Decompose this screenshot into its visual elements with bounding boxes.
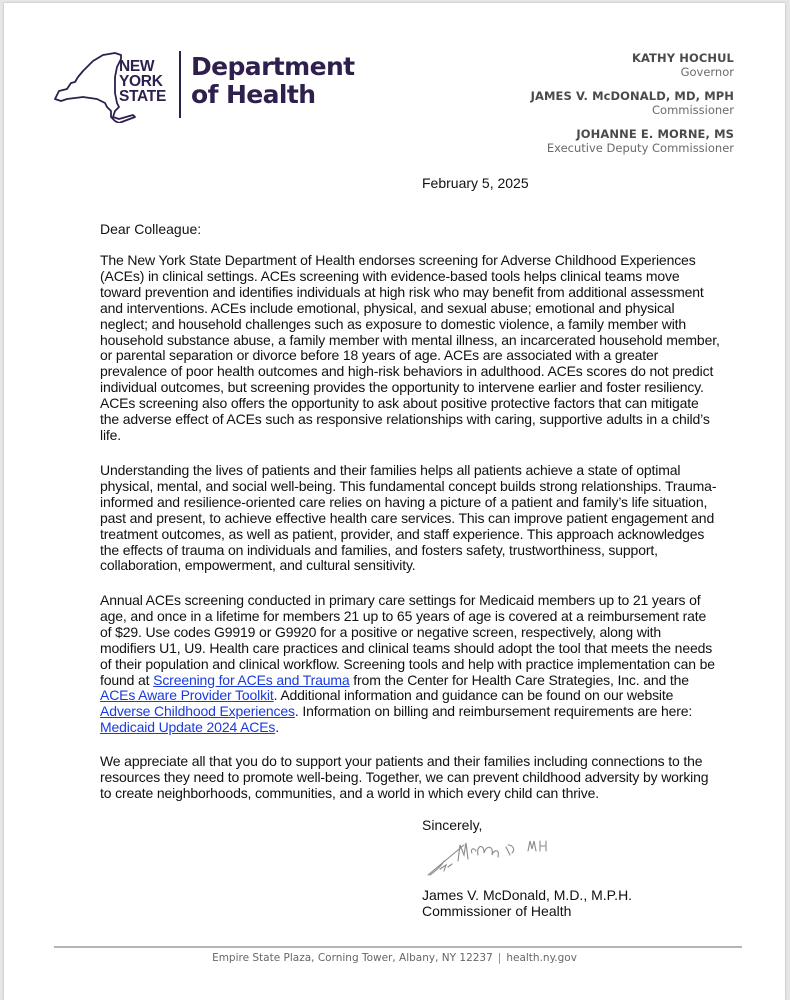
closing: Sincerely, [422,817,483,833]
official-name: KATHY HOCHUL [631,51,734,65]
paragraph-3-text: Annual ACEs screening conducted in primary care settings for Medicaid members up to 21 years of age, and once in a lifetime for members 21 up to 65 years of age is covered at a reimbursement rate of $29. Use codes G9919 or G9920 for a positive or negative screen, respectively, along with modifiers U1, U9. Health care practices and clinical teams should adopt the tool that meets the needs of their population and clinical workflow. Screening tools and help with practice implementation can be found at [100,592,715,688]
handwritten-signature-icon [424,831,564,881]
footer-divider [54,946,742,948]
nys-line-1: NEW [119,58,155,75]
salutation: Dear Colleague: [100,221,202,237]
logo-divider [179,51,181,118]
department-line-1: Department [191,52,355,81]
footer-website: health.ny.gov [506,952,577,964]
paragraph-2: Understanding the lives of patients and their families helps all patients achieve a state of optimal physical, mental, and social well-being. This fundamental concept builds strong relationships. Trauma-informed and resilience-oriented care relies on having a picture of a patient and family’s life situation, past and present, to achieve effective health care services. This can improve patient engagement and treatment outcomes, as well as patient, provider, and staff experience. This approach acknowledges the effects of trauma on individuals and families, and fosters safety, trustworthiness, support, collaboration, empowerment, and cultural sensitivity. [100,462,717,574]
paragraph-3-text: . Information on billing and reimbursement requirements are here: [294,703,693,720]
signer-name: James V. McDonald, M.D., M.P.H. [422,887,633,903]
department-line-2: of Health [191,80,316,109]
official-title: Governor [680,65,734,79]
official-name: JOHANNE E. MORNE, MS [576,127,734,141]
link-medicaid-update-2024-aces[interactable]: Medicaid Update 2024 ACEs [100,719,276,736]
link-aces-aware-provider-toolkit[interactable]: ACEs Aware Provider Toolkit [100,687,274,704]
paragraph-4: We appreciate all that you do to support your patients and their families including connections to the resources they need to promote well-being. Together, we can prevent childhood adversity by working to create neighborhoods, communities, and a world in which every child can thrive. [100,753,709,801]
signer-title: Commissioner of Health [422,903,572,919]
paragraph-3-text: from the Center for Health Care Strategies, Inc. and the [349,671,689,688]
paragraph-3 [100,593,720,736]
paragraph-3-text: . [275,719,279,736]
paragraph-3-text: . Additional information and guidance can be found on our website [273,687,674,704]
nys-wordmark [119,59,166,104]
footer-address: Empire State Plaza, Corning Tower, Albany, NY 12237 [212,952,493,964]
official-title: Executive Deputy Commissioner [546,141,734,155]
letter-page [4,3,785,1000]
link-screening-for-aces-and-trauma[interactable]: Screening for ACEs and Trauma [153,671,350,688]
department-wordmark [191,53,355,109]
nys-line-3: STATE [119,88,167,105]
signer-block [422,887,632,919]
official-title: Commissioner [652,103,734,117]
footer-separator: | [497,952,502,964]
footer [4,952,785,964]
official-name: JAMES V. McDONALD, MD, MPH [530,89,734,103]
link-adverse-childhood-experiences[interactable]: Adverse Childhood Experiences [100,703,295,720]
nys-line-2: YORK [119,73,163,90]
letter-date: February 5, 2025 [422,175,529,191]
nys-doh-logo [53,47,353,127]
paragraph-1: The New York State Department of Health endorses screening for Adverse Childhood Experiences (ACEs) in clinical settings. ACEs screening with evidence-based tools helps clinical teams move toward prevention and identifies individuals at high risk who may benefit from additional assessment and interventions. ACEs include emotional, physical, and sexual abuse; emotional and physical neglect; and household challenges such as exposure to domestic violence, a family member with household substance abuse, a family member with mental illness, an incarcerated household member, or parental separation or divorce before 18 years of age. ACEs are associated with a greater prevalence of poor health outcomes and high-risk behaviors in adulthood. ACEs scores do not predict individual outcomes, but screening provides the opportunity to intervene earlier and foster resiliency. ACEs screening also offers the opportunity to ask about positive protective factors that can mitigate the adverse effect of ACEs such as responsive relationships with caring, supportive adults in a child’s life. [100,252,720,443]
officials-block [531,51,734,155]
